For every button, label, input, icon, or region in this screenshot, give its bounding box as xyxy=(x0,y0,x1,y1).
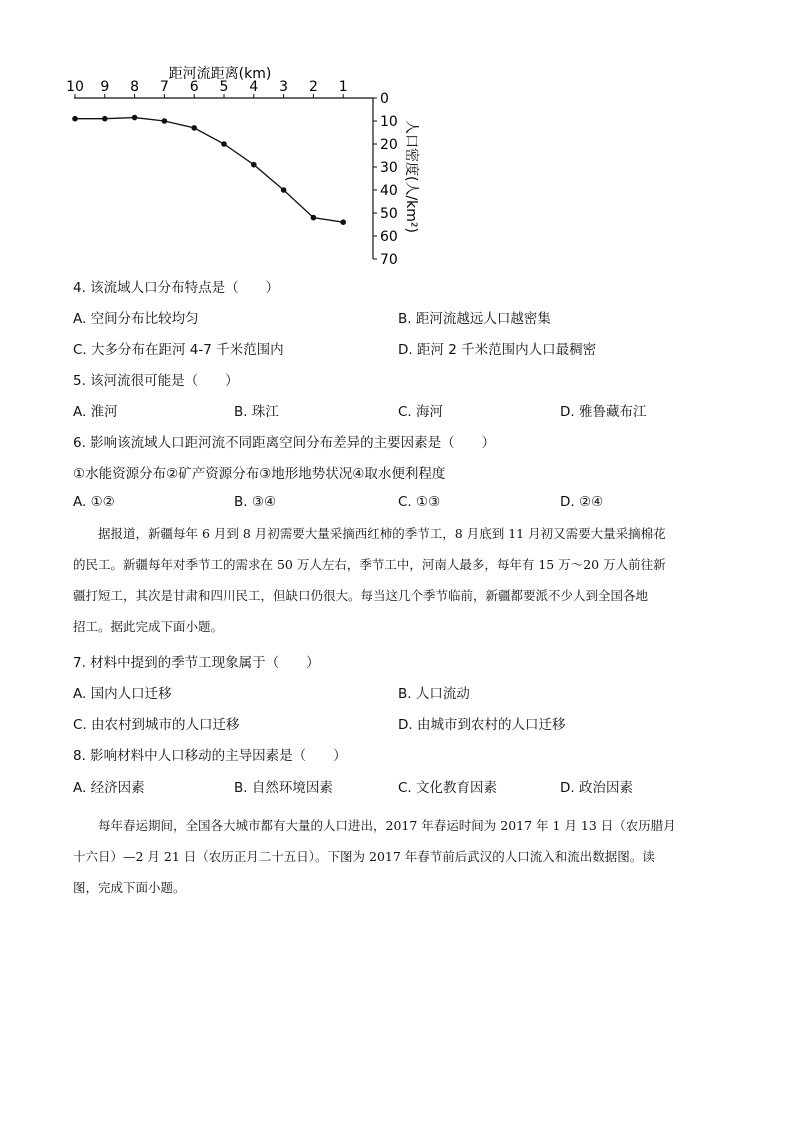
passage-line: 图，完成下面小题。 xyxy=(73,880,186,895)
q7-option-c[interactable]: C. 由农村到城市的人口迁移 xyxy=(73,717,240,733)
y-tick-label: 10 xyxy=(380,114,398,130)
q7-option-b[interactable]: B. 人口流动 xyxy=(398,686,470,702)
q5-stem: 5. 该河流很可能是（ ） xyxy=(73,373,239,389)
x-axis-title: 距河流距离(km) xyxy=(168,66,272,82)
x-tick-label: 8 xyxy=(130,79,140,95)
q8-stem: 8. 影响材料中人口移动的主导因素是（ ） xyxy=(73,748,347,764)
q7-option-d[interactable]: D. 由城市到农村的人口迁移 xyxy=(398,717,566,733)
y-tick-label: 40 xyxy=(380,183,398,199)
q5-option-c[interactable]: C. 海河 xyxy=(398,404,444,420)
data-point xyxy=(221,141,227,147)
q7-stem: 7. 材料中提到的季节工现象属于（ ） xyxy=(73,655,320,671)
data-point xyxy=(251,162,257,168)
x-tick-label: 6 xyxy=(189,79,199,95)
y-tick-label: 30 xyxy=(380,160,398,176)
q7-option-a[interactable]: A. 国内人口迁移 xyxy=(73,686,172,702)
x-tick-label: 9 xyxy=(100,79,110,95)
passage-line: 疆打短工，其次是甘肃和四川民工，但缺口仍很大。每当这几个季节临前，新疆都要派不少人到全国各地 xyxy=(73,588,649,603)
q4-option-a[interactable]: A. 空间分布比较均匀 xyxy=(73,311,199,327)
passage-line: 招工。据此完成下面小题。 xyxy=(73,619,224,634)
y-tick-label: 70 xyxy=(380,252,398,268)
passage-line: 每年春运期间，全国各大城市都有大量的人口进出，2017 年春运时间为 2017 年 1 月 13 日（农历腊月 xyxy=(73,818,676,833)
q4-stem: 4. 该流域人口分布特点是（ ） xyxy=(73,280,280,296)
x-tick-label: 2 xyxy=(308,79,318,95)
q8-option-c[interactable]: C. 文化教育因素 xyxy=(398,780,498,796)
data-point xyxy=(132,115,138,121)
x-tick-label: 7 xyxy=(159,79,169,95)
q6-option-a[interactable]: A. ①② xyxy=(73,494,115,510)
density-series xyxy=(72,115,346,225)
passage-line: 十六日）—2 月 21 日（农历正月二十五日）。下图为 2017 年春节前后武汉的人口流入和流出数据图。读 xyxy=(73,849,655,864)
q8-option-b[interactable]: B. 自然环境因素 xyxy=(234,780,333,796)
q6-option-d[interactable]: D. ②④ xyxy=(560,494,604,510)
x-tick-label: 4 xyxy=(249,79,259,95)
data-point xyxy=(72,116,78,122)
data-point xyxy=(340,219,346,225)
q5-option-b[interactable]: B. 珠江 xyxy=(234,404,279,420)
y-axis-ticks xyxy=(373,91,398,268)
y-tick-label: 50 xyxy=(380,206,398,222)
y-tick-label: 0 xyxy=(380,91,389,107)
population-density-chart xyxy=(0,0,794,280)
q6-option-c[interactable]: C. ①③ xyxy=(398,494,441,510)
q4-option-c[interactable]: C. 大多分布在距河 4-7 千米范围内 xyxy=(73,342,284,358)
x-tick-label: 10 xyxy=(66,79,84,95)
x-tick-label: 3 xyxy=(279,79,289,95)
q4-option-d[interactable]: D. 距河 2 千米范围内人口最稠密 xyxy=(398,342,597,358)
y-axis-title: 人口密度(人/km²) xyxy=(403,120,419,233)
data-point xyxy=(191,125,197,131)
series-line xyxy=(75,118,343,223)
data-point xyxy=(102,116,108,122)
x-tick-label: 1 xyxy=(338,79,348,95)
data-point xyxy=(162,118,168,124)
x-tick-label: 5 xyxy=(219,79,229,95)
q8-option-d[interactable]: D. 政治因素 xyxy=(560,780,633,796)
q6-stem: 6. 影响该流域人口距河流不同距离空间分布差异的主要因素是（ ） xyxy=(73,435,496,451)
q6-option-b[interactable]: B. ③④ xyxy=(234,494,277,510)
q5-option-d[interactable]: D. 雅鲁藏布江 xyxy=(560,404,647,420)
q5-option-a[interactable]: A. 淮河 xyxy=(73,404,118,420)
passage-line: 据报道，新疆每年 6 月到 8 月初需要大量采摘西红柿的季节工，8 月底到 11 月初又需要大量采摘棉花 xyxy=(73,526,666,541)
y-tick-label: 60 xyxy=(380,229,398,245)
q4-option-b[interactable]: B. 距河流越远人口越密集 xyxy=(398,311,551,327)
passage-line: 的民工。新疆每年对季节工的需求在 50 万人左右，季节工中，河南人最多，每年有 15 万～20 万人前往新 xyxy=(73,557,666,572)
data-point xyxy=(311,215,317,221)
passage-seasonal-workers xyxy=(73,518,723,642)
passage-spring-festival xyxy=(73,810,723,903)
y-tick-label: 20 xyxy=(380,137,398,153)
data-point xyxy=(281,187,287,193)
q8-option-a[interactable]: A. 经济因素 xyxy=(73,780,145,796)
q6-factors: ①水能资源分布②矿产资源分布③地形地势状况④取水便利程度 xyxy=(73,466,446,482)
